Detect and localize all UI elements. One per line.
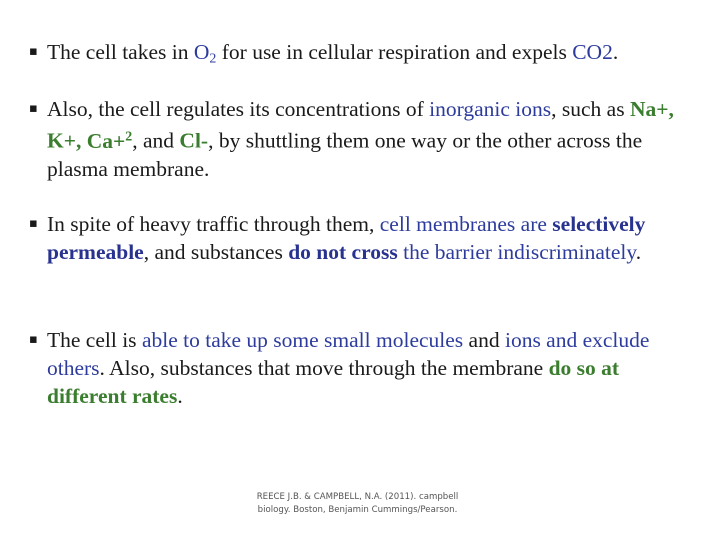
o2-term xyxy=(193,40,217,67)
do-not-cross-term: do not cross xyxy=(288,240,398,264)
text-segment: . Also, substances that move through the membrane xyxy=(99,356,549,380)
separator: , xyxy=(668,97,674,121)
text-segment: The cell is xyxy=(47,328,142,352)
text-segment: , by shuttling them one way or the other across the plasma membrane. xyxy=(47,128,643,181)
bullet-2 xyxy=(29,95,694,183)
bullet-3 xyxy=(29,210,694,266)
o2-base: O xyxy=(193,40,210,64)
ca-superscript: 2 xyxy=(125,129,133,144)
ions-exclude-term: ions and exclude others xyxy=(47,328,650,380)
text-segment: . xyxy=(612,40,619,64)
bullet-marker-icon: ▪ xyxy=(29,101,38,116)
text-segment: and xyxy=(463,328,505,352)
text-segment: , such as xyxy=(551,97,630,121)
text-segment: for use in cellular respiration and expels xyxy=(216,40,573,64)
co2-term: CO2 xyxy=(572,40,613,64)
bullet-text xyxy=(29,210,694,266)
bullet-marker-icon: ▪ xyxy=(29,44,38,59)
na-ion: Na+ xyxy=(629,97,669,121)
ca-base: Ca+ xyxy=(86,128,126,153)
different-rates-term: do so at different rates xyxy=(47,356,620,408)
bullet-marker-icon: ▪ xyxy=(29,332,38,347)
bullet-marker-icon: ▪ xyxy=(29,216,38,231)
able-to-take-up-term: able to take up some small molecules xyxy=(141,328,464,352)
text-segment: , and xyxy=(132,128,180,153)
citation: REECE J.B. & CAMPBELL, N.A. (2011). campbell biology. Boston, Benjamin Cummings/Pearson. xyxy=(256,492,459,515)
separator: , xyxy=(75,128,87,153)
bullet-text xyxy=(29,95,694,183)
text-segment: In spite of heavy traffic through them, xyxy=(47,212,380,236)
selectively-permeable-term: selectively permeable xyxy=(47,212,646,264)
text-segment: . xyxy=(635,240,642,264)
text-segment: The cell takes in xyxy=(47,40,194,64)
inorganic-ions-term: inorganic ions xyxy=(429,97,552,121)
barrier-term: the barrier indiscriminately xyxy=(403,240,636,264)
cell-membranes-term: cell membranes are xyxy=(379,212,547,236)
o2-subscript: 2 xyxy=(209,51,217,67)
bullet-text xyxy=(29,326,694,410)
text-segment: Also, the cell regulates its concentrations of xyxy=(47,97,430,121)
text-segment: , and substances xyxy=(143,240,289,264)
cl-ion: Cl- xyxy=(179,128,209,153)
bullet-1 xyxy=(29,38,694,73)
text-segment: . xyxy=(177,384,183,408)
bullet-4 xyxy=(29,326,694,410)
ca-ion xyxy=(87,129,133,153)
k-ion: K+ xyxy=(47,128,76,153)
bullet-text xyxy=(29,38,694,73)
